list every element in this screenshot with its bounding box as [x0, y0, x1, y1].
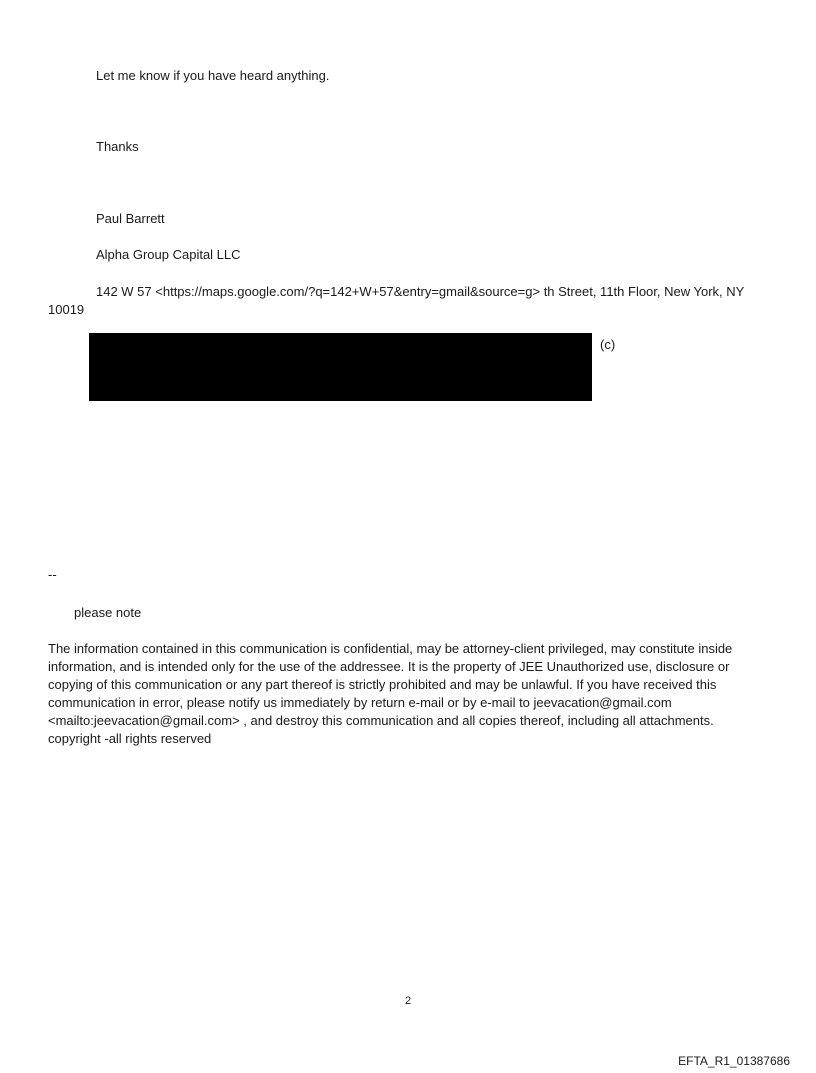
signature-separator: --	[48, 567, 57, 582]
body-line: Let me know if you have heard anything.	[96, 68, 330, 83]
sender-address: 142 W 57 <https://maps.google.com/?q=142+W+57&entry=gmail&source=g> th Street, 11th Floor, New York, NY 10019	[48, 284, 745, 317]
closing: Thanks	[96, 139, 139, 154]
note-heading: please note	[74, 605, 142, 620]
sender-name: Paul Barrett	[96, 211, 165, 226]
confidentiality-disclaimer: The information contained in this communication is confidential, may be attorney-client privileged, may constitute inside information, and is intended only for the use of the addressee. It is the property of JEE Unauthorized use, disclosure or copying of this communication or any part thereof is strictly prohibited and may be unlawful. If you have received this communication in error, please notify us immediately by return e-mail or by e-mail to jeevacation@gmail.com <mailto:jeevacation@gmail.com> , and destroy this communication and all copies thereof, including all attachments. copyright -all rights reserved	[48, 641, 733, 746]
phone-suffix: (c)	[600, 337, 616, 352]
redaction-block	[89, 333, 592, 401]
document-id: EFTA_R1_01387686	[678, 1054, 790, 1068]
company-name: Alpha Group Capital LLC	[96, 247, 241, 262]
page-number: 2	[404, 995, 412, 1007]
